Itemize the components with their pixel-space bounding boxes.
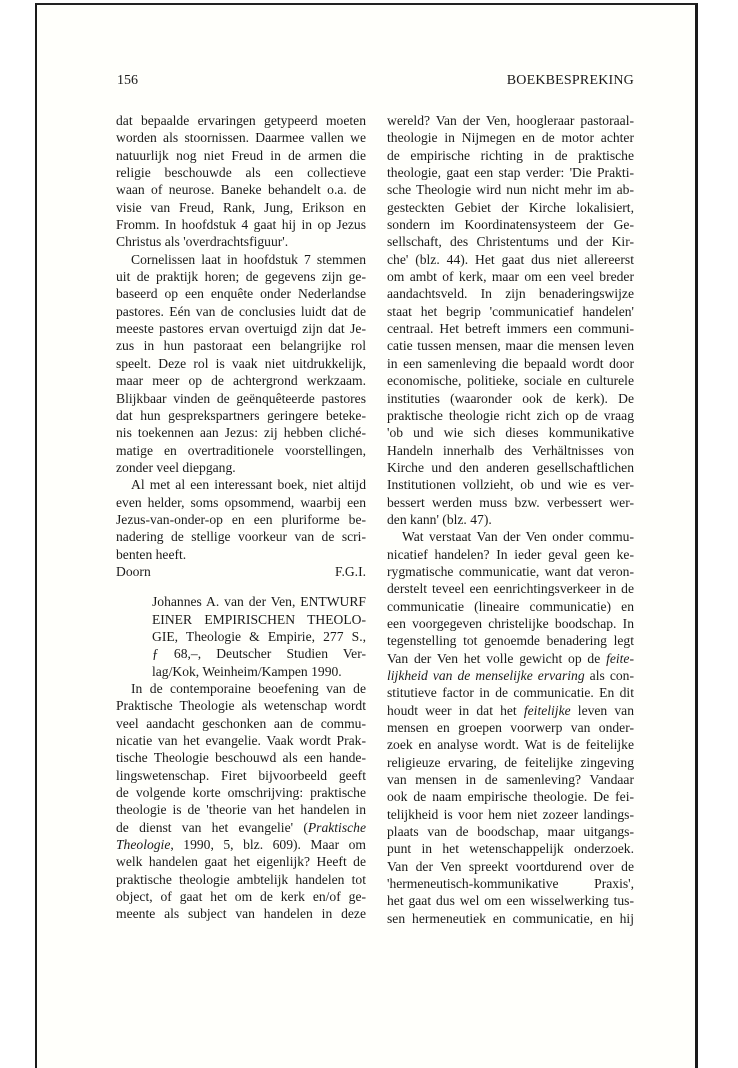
text-line: visie van Freud, Rank, Jung, Erikson en: [116, 199, 366, 215]
text-line: meente als subject van handelen in deze: [116, 906, 366, 922]
text-line: staat het begrip 'communicatief handelen': [387, 303, 634, 319]
text-line: religie beschouwde als een collectieve: [116, 165, 366, 181]
text-line: ƒ 68,–, Deutscher Studien Ver-: [152, 646, 366, 662]
text-line: houdt weer in dat het feitelijke leven van: [387, 702, 634, 718]
document-page: [35, 3, 698, 1068]
text-line: speelt. Deze rol is vaak niet uitdrukkelijk,: [116, 355, 366, 371]
text-line: nicatie van het evangelie. Vaak wordt Prak-: [116, 733, 366, 749]
text-line: den kann' (blz. 47).: [387, 511, 492, 527]
text-line: sellschaft, des Christentums und der Kir-: [387, 234, 634, 250]
text-line: praktische theologie richt zich op de vraag: [387, 407, 634, 423]
text-line: Christus als 'overdrachtsfiguur'.: [116, 234, 289, 250]
text-line: tegenstelling tot genoemde benadering legt: [387, 633, 634, 649]
text-line: GIE, Theologie & Empirie, 277 S.,: [152, 628, 366, 644]
text-line: theologie is de 'theorie van het handelen in: [116, 802, 366, 818]
text-line: sondern im Koordinatensysteem der Ge-: [387, 217, 634, 233]
text-line: lingswetenschap. Firet bijvoorbeeld geeft: [116, 767, 366, 783]
text-line: zoek en analyse wordt. Wat is de feitelijke: [387, 737, 634, 753]
text-line: Kirche und den anderen gesellschaftlichen: [387, 459, 634, 475]
text-line: dat hun gesprekspartners geringere beteke-: [116, 407, 366, 423]
emphasis-text: lijkheid van de menselijke ervaring: [387, 668, 585, 683]
text-line: economische, politieke, sociale en culturele: [387, 373, 634, 389]
text-line: 'ob und wie sich dieses kommunikative: [387, 425, 634, 441]
text-line: sche Theologie wird nun nicht mehr im ab-: [387, 182, 634, 198]
text-line: ook de naam empirische theologie. De fei-: [387, 789, 634, 805]
text-line: che' (blz. 44). Het gaat dus niet allereerst: [387, 251, 634, 267]
text-line: Al met al een interessant boek, niet altijd: [131, 477, 366, 493]
page-number: 156: [117, 73, 138, 88]
right-column: [387, 112, 634, 927]
review-signature: [116, 563, 366, 580]
text-line: Johannes A. van der Ven, ENTWURF: [152, 594, 366, 610]
text-line: EINER EMPIRISCHEN THEOLO-: [152, 611, 366, 627]
text-line: telijkheid is voor hem niet zozeer landings-: [387, 806, 634, 822]
text-line: om ambt of kerk, maar om een veel breder: [387, 269, 634, 285]
text-line: van mensen in de samenleving? Vandaar: [387, 772, 634, 788]
text-line: Van der Ven het volle gewicht op de feite-: [387, 650, 634, 666]
text-line: theologie in Nijmegen en de motor achter: [387, 130, 634, 146]
text-line: praktische theologie ambtelijk handelen tot: [116, 871, 366, 887]
text-line: veel aandacht geschonken aan de commu-: [116, 715, 366, 731]
paragraph-communicatief-handelen: [387, 528, 634, 927]
text-line: catie tussen mensen, maar die mensen leven: [387, 338, 634, 354]
text-line: uit de praktijk horen; de gegevens zijn ge-: [116, 269, 366, 285]
text-line: baseerd op een enquête onder Nederlandse: [116, 286, 366, 302]
text-line: worden als stoornissen. Daarmee vallen we: [116, 130, 366, 146]
emphasis-text: feite-: [606, 650, 634, 666]
text-line: instituties (waaronder ook de kerk). De: [387, 390, 634, 406]
text-line: 'hermeneutisch-kommunikative Praxis',: [387, 876, 634, 892]
text-line: lijkheid van de menselijke ervaring als con-: [387, 668, 634, 683]
text-line: rygmatische communicatie, want dat veron-: [387, 563, 634, 579]
text-line: pastores. Eén van de conclusies luidt dat de: [116, 303, 366, 319]
text-line: communicatie (lineaire communicatie) en: [387, 598, 634, 614]
text-line: In de contemporaine beoefening van de: [131, 681, 366, 696]
text-line: meeste pastores ervan overtuigd zijn dat Je-: [116, 321, 366, 337]
text-line: nadering de stellige voorkeur van de scri-: [116, 529, 366, 545]
text-line: in een samenleving die bepaald wordt door: [387, 355, 634, 371]
text-line: religieuze ervaring, de feitelijke zingeving: [387, 754, 634, 770]
text-line: Praktische Theologie als wetenschap wordt: [116, 698, 366, 714]
paragraph-van-der-ven: [387, 112, 634, 528]
paragraph-freud: [116, 112, 366, 251]
text-line: de empirische richting in de praktische: [387, 147, 634, 163]
text-line: nis toekennen aan Jezus: zij hebben cliché-: [116, 425, 366, 441]
citation-title: Praktische: [307, 819, 366, 835]
text-line: theologie, gaat een stap verder: 'Die Prakti-: [387, 165, 634, 181]
text-line: lag/Kok, Weinheim/Kampen 1990.: [152, 663, 342, 679]
text-line: Jezus-van-onder-op en een pluriforme be-: [116, 511, 366, 527]
text-line: aandachtsveld. In zijn benaderingswijze: [387, 286, 634, 302]
text-line: het gaat dus wel om een wisselwerking tus-: [387, 893, 634, 909]
text-line: zonder veel diepgang.: [116, 459, 236, 475]
text-line: plaats van de boodschap, maar uitgangs-: [387, 824, 634, 840]
text-line: Wat verstaat Van der Ven onder commu-: [402, 529, 634, 545]
text-line: zus in hun pastoraat een belangrijke rol: [116, 338, 366, 354]
text-line: nicatief handelen? In ieder geval geen ke-: [387, 546, 634, 562]
text-line: Theologie, 1990, 5, blz. 609). Maar om: [116, 837, 366, 853]
text-line: een voorgegeven christelijke boodschap. In: [387, 615, 634, 631]
text-line: derstelt teveel een eenrichtingsverkeer in de: [387, 581, 634, 597]
text-line: Handeln innerhalb des Verhältnisses von: [387, 442, 634, 458]
left-column: [116, 112, 366, 923]
text-line: Fromm. In hoofdstuk 4 gaat hij in op Jezus: [116, 217, 366, 233]
section-title: BOEKBESPREKING: [506, 73, 634, 88]
text-line: natuurlijk nog niet Freud in de armen die: [116, 147, 366, 163]
text-line: Cornelissen laat in hoofdstuk 7 stemmen: [131, 251, 366, 267]
emphasis-text: feitelijke: [523, 702, 571, 718]
signature-initials: F.G.I.: [334, 563, 366, 579]
citation-title: Theologie: [116, 837, 171, 853]
text-line: centraal. Het betreft immers een communi-: [387, 321, 634, 337]
text-line: matige en overtraditionele voorstellingen,: [116, 442, 366, 458]
text-line: sen hermeneutiek en communicatie, en hij: [387, 910, 634, 926]
text-line: maar meer op de achtergrond werkzaam.: [116, 373, 366, 389]
text-line: gesteckten Gebiet der Kirche lokalisiert,: [387, 199, 634, 215]
text-line: Blijkbaar vinden de geënquêteerde pastores: [116, 390, 366, 406]
text-line: welk handelen gaat het eigenlijk? Heeft de: [116, 854, 366, 870]
text-line: Van der Ven spreekt voortdurend over de: [387, 858, 634, 874]
text-line: waan of neurose. Baneke behandelt o.a. de: [116, 182, 366, 198]
text-line: punt in het wetenschappelijk onderzoek.: [387, 841, 634, 857]
text-line: Institutionen vollzieht, ob und wie es ver-: [387, 477, 634, 493]
text-line: benten heeft.: [116, 546, 187, 562]
paragraph-review-intro: [116, 680, 366, 923]
text-line: stitutieve factor in de communicatie. En dit: [387, 685, 634, 701]
text-line: object, of gaat het om de kerk en/of ge-: [116, 889, 366, 905]
text-line: wereld? Van der Ven, hoogleraar pastoraal-: [387, 113, 634, 128]
text-line: de volgende korte omschrijving: praktische: [116, 785, 366, 801]
text-line: dat bepaalde ervaringen getypeerd moeten: [116, 113, 366, 128]
text-line: even helder, soms opsommend, waarbij een: [116, 494, 366, 510]
bibliographic-entry: [152, 593, 366, 680]
paragraph-cornelissen: [116, 251, 366, 476]
text-line: bessert werden muss bzw. verbessert wer-: [387, 494, 634, 510]
text-line: mensen en groepen voorwerp van onder-: [387, 720, 634, 736]
signature-place: Doorn: [116, 563, 151, 579]
paragraph-conclusion: [116, 476, 366, 563]
text-line: tische Theologie beschouwd als een hande-: [116, 750, 366, 766]
text-line: de dienst van het evangelie' (Praktische: [116, 819, 366, 835]
